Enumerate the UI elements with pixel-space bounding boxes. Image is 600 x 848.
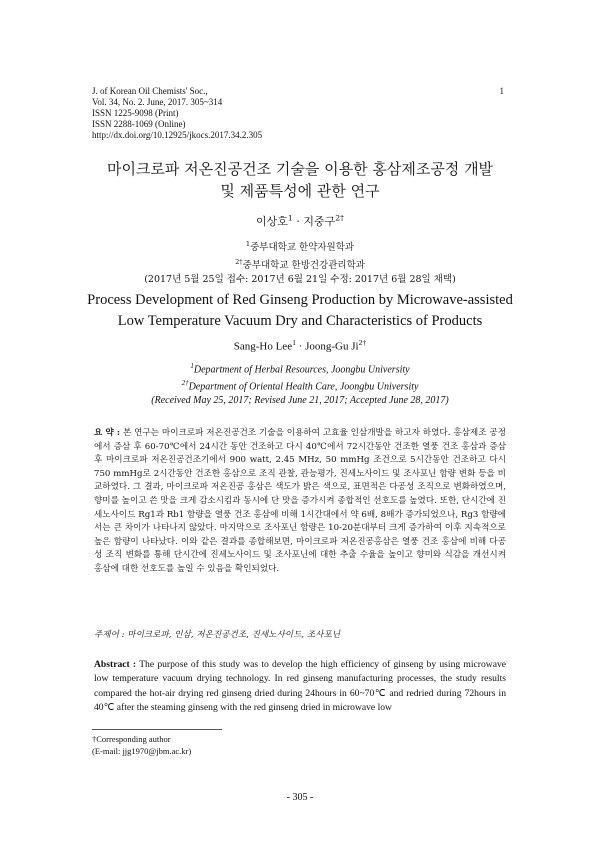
footnote bbox=[92, 733, 191, 757]
issn-online: ISSN 2288-1069 (Online) bbox=[92, 119, 186, 129]
korean-affiliations bbox=[0, 237, 600, 287]
korean-affiliation-2 bbox=[0, 255, 600, 273]
korean-keywords: 주제어 : 마이크로파, 인삼, 저온진공건조, 진세노사이드, 조사포닌 bbox=[94, 630, 341, 640]
english-author-separator: · bbox=[295, 340, 306, 353]
journal-volume: Vol. 34, No. 2. June, 2017. 305~314 bbox=[92, 97, 223, 107]
korean-abstract-text: 본 연구는 마이크로파 저온진공건조 기술을 이용하여 고효율 인삼개발을 하고자 하였다. 홍삼제조 공정에서 증삼 후 60-70℃에서 24시간 동안 건조하고 다시 40℃에서 72시간동안 건조한 열풍 건조 홍삼과 증삼 후 마이크로파 저온진공건조기에서 900 watt, 2.45 MHz, 50 mmHg 조건으로 5시간동안 건조하고 다시 750 mmHg로 2시간동안 건조한 홍삼으로 조직 관찰, 관능평가, 진세노사이드 및 조사포닌 함량 변화 등을 비교하였다. 그 결과, 마이크로파 저온진공 홍삼은 색도가 밝은 색으로, 표면적은 다공성 조직으로 변화하였으며, 향미를 높이고 쓴 맛을 크게 감소시킴과 동시에 단 맛을 증가시켜 종합적인 선호도를 높였다. 또한, 단시간에 진세노사이드 Rg1과 Rb1 함량을 열풍 건조 홍삼에 비해 1시간대에서 약 6배, 8배가 증가되었으나, Rg3 함량에서는 큰 차이가 나타나지 않았다. 마지막으로 조사포닌 함량은 10-20분대부터 크게 증가하여 이후 지속적으로 높은 함량이 나타났다. 이와 같은 결과를 종합해보면, 마이크로파 저온진공홍삼은 열풍 건조 홍삼에 비해 다공성 조직 변화를 통해 단시간에 진세노사이드 및 조사포닌에 대한 추출 수율을 높이고 향미와 식감을 개선시켜 홍삼에 대한 선호도를 높일 수 있음을 확인되었다. bbox=[94, 428, 507, 574]
english-abstract-label: Abstract : bbox=[94, 659, 137, 670]
english-abstract bbox=[94, 658, 506, 715]
journal-header bbox=[92, 86, 262, 141]
korean-author-2: 지중구 bbox=[303, 215, 336, 228]
korean-title bbox=[0, 158, 600, 202]
author-separator: · bbox=[292, 215, 304, 228]
english-aff1-sup: 1 bbox=[190, 362, 194, 370]
english-title-line1: Process Development of Red Ginseng Production by Microwave-assisted bbox=[87, 292, 513, 308]
english-title bbox=[0, 290, 600, 332]
issn-print: ISSN 1225-9098 (Print) bbox=[92, 108, 179, 118]
english-affiliation-2 bbox=[0, 377, 600, 394]
korean-affiliation-1 bbox=[0, 237, 600, 255]
korean-abstract bbox=[94, 427, 506, 577]
page-number-top: 1 bbox=[499, 86, 504, 96]
corresponding-author-note: †Corresponding author bbox=[92, 734, 171, 744]
page-number-bottom: - 305 - bbox=[286, 792, 314, 803]
english-affiliation-1 bbox=[0, 360, 600, 377]
korean-author-2-sup: 2† bbox=[335, 213, 344, 223]
english-aff2-text: Department of Oriental Health Care, Joongbu University bbox=[188, 381, 419, 393]
english-aff2-sup: 2† bbox=[181, 378, 189, 387]
doi-link[interactable]: http://dx.doi.org/10.12925/jkocs.2017.34.2.305 bbox=[92, 130, 263, 140]
korean-title-line1: 마이크로파 저온진공건조 기술을 이용한 홍삼제조공정 개발 bbox=[106, 160, 494, 178]
korean-aff1-sup: 1 bbox=[245, 240, 251, 248]
korean-title-line2: 및 제품특성에 관한 연구 bbox=[220, 182, 380, 200]
english-author-2-sup: 2† bbox=[358, 338, 367, 347]
english-aff1-text: Department of Herbal Resources, Joongbu University bbox=[193, 364, 410, 376]
english-affiliations bbox=[0, 360, 600, 407]
english-title-line2: Low Temperature Vacuum Dry and Characteristics of Products bbox=[117, 313, 483, 329]
korean-author-1: 이상호 bbox=[256, 215, 288, 228]
korean-aff1-text: 중부대학교 한약자원학과 bbox=[250, 242, 355, 254]
korean-author-1-sup: 1 bbox=[287, 213, 293, 223]
english-abstract-text: The purpose of this study was to develop the high efficiency of ginseng by using microwave low temperature vacuum drying technology. In red ginseng manufacturing processes, the study results compared the hot-air drying red ginseng dried during 24hours in 60~70℃ and redried during 72hours in 40℃ after the steaming ginseng with the red ginseng dried in microwave low bbox=[94, 659, 507, 713]
english-authors bbox=[0, 338, 600, 353]
korean-aff2-sup: 2† bbox=[235, 258, 243, 267]
korean-aff2-text: 중부대학교 한방건강관리학과 bbox=[242, 260, 365, 272]
korean-abstract-label: 요 약 : bbox=[94, 428, 121, 438]
english-author-1-sup: 1 bbox=[292, 338, 296, 347]
english-author-2: Joong-Gu Ji bbox=[305, 340, 359, 353]
english-author-1: Sang-Ho Lee bbox=[233, 340, 293, 353]
korean-authors bbox=[0, 213, 600, 229]
korean-dates: (2017년 5월 25일 접수: 2017년 6월 21일 수정: 2017년 6월 28일 채택) bbox=[144, 274, 456, 286]
english-dates: (Received May 25, 2017; Revised June 21, 2017; Accepted June 28, 2017) bbox=[151, 394, 449, 406]
footnote-divider bbox=[92, 729, 222, 730]
corresponding-author-email[interactable]: (E-mail: jjg1970@jbm.ac.kr) bbox=[92, 746, 192, 756]
journal-name: J. of Korean Oil Chemists' Soc., bbox=[92, 86, 208, 96]
